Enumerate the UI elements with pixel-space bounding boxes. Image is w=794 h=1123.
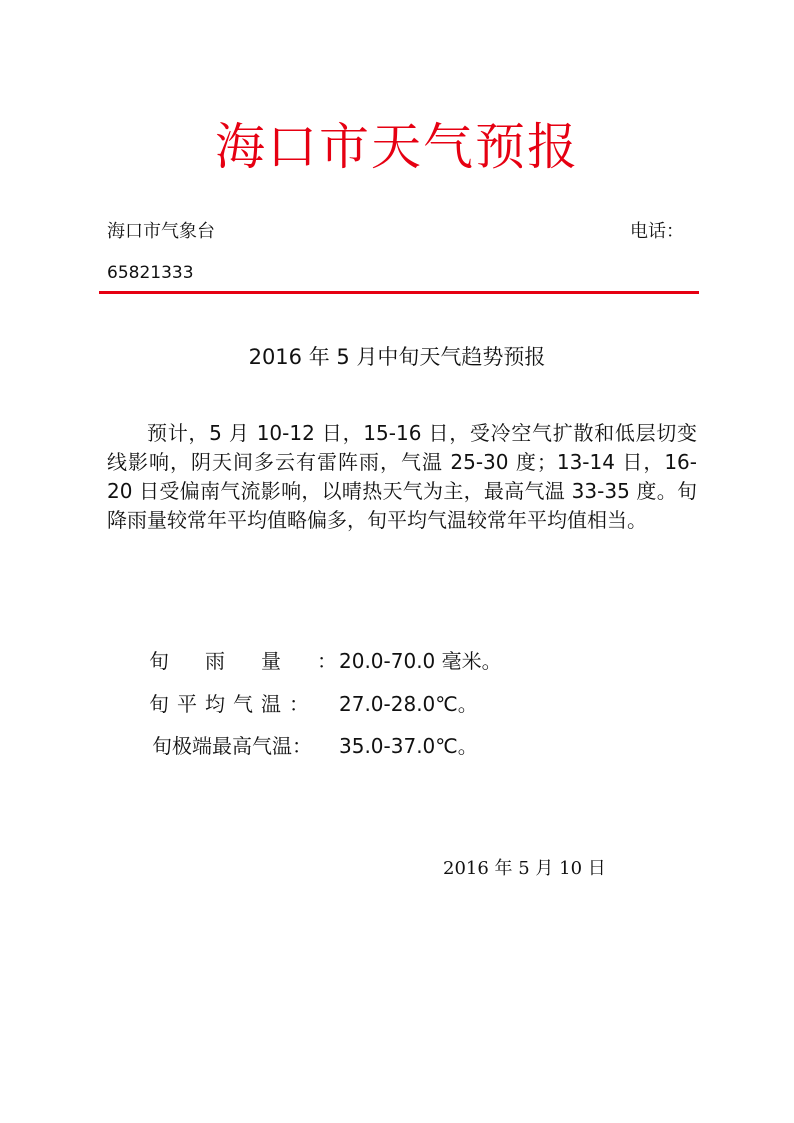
stat-row-max-temperature	[152, 732, 478, 760]
page-title: 海口市天气预报	[215, 118, 579, 176]
phone-label: 电话：	[630, 221, 684, 242]
phone-number: 65821333	[107, 263, 194, 283]
issuer-name: 海口市气象台	[107, 221, 215, 242]
stat-label-average-temperature: 旬平均气温：	[149, 692, 317, 716]
stat-row-rainfall	[149, 647, 502, 675]
stat-value-average-temperature: 27.0-28.0℃。	[339, 692, 478, 716]
issue-date: 2016 年 5 月 10 日	[443, 858, 606, 879]
report-subtitle: 2016 年 5 月中旬天气趋势预报	[248, 345, 546, 369]
stat-value-rainfall: 20.0-70.0 毫米。	[339, 649, 502, 673]
stat-label-max-temperature: 旬极端最高气温：	[152, 734, 312, 758]
stat-row-average-temperature	[149, 690, 478, 718]
stat-label-rainfall: 旬雨量：	[149, 649, 373, 673]
header-divider	[99, 291, 699, 294]
report-body: 预计，5 月 10-12 日，15-16 日，受冷空气扩散和低层切变线影响，阴天间多云有雷阵雨，气温 25-30 度；13-14 日，16-20 日受偏南气流影响，以晴热天气为主，最高气温 33-35 度。旬降雨量较常年平均值略偏多，旬平均气温较常年平均值相当。	[107, 421, 697, 532]
stat-value-max-temperature: 35.0-37.0℃。	[339, 734, 478, 758]
